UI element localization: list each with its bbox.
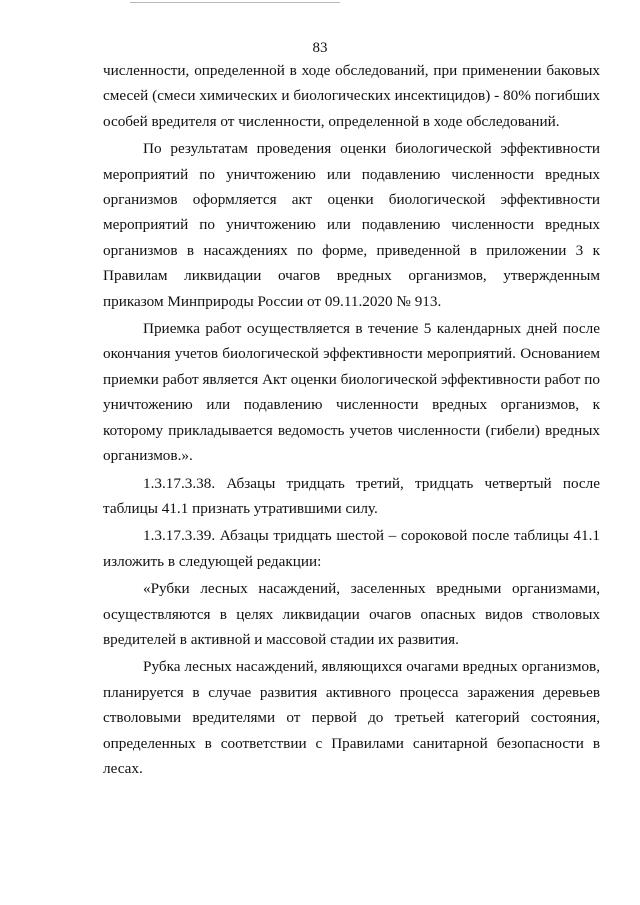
- paragraph-clause-38: 1.3.17.3.38. Абзацы тридцать третий, тридцать четвертый после таблицы 41.1 признать утратившими силу.: [103, 474, 600, 517]
- paragraph-clause-39: 1.3.17.3.39. Абзацы тридцать шестой – сороковой после таблицы 41.1 изложить в следующей редакции:: [103, 527, 600, 570]
- paragraph-continuation: численности, определенной в ходе обследований, при применении баковых смесей (смеси химических и биологических инсектицидов) - 80% погибших особей вредителя от численности, определенной в ходе обследований.: [103, 62, 600, 130]
- top-scan-rule: [130, 2, 340, 3]
- paragraph-evaluation-act: По результатам проведения оценки биологической эффективности мероприятий по уничтожению или подавлению численности вредных организмов оформляется акт оценки биологической эффективности мероприятий по уничтожению или подавлению численности вредных организмов в насаждениях по форме, приведенной в приложении 3 к Правилам ликвидации очагов вредных организмов, утвержденным приказом Минприроды России от 09.11.2020 № 913.: [103, 140, 600, 310]
- paragraph-felling-purpose: «Рубки лесных насаждений, заселенных вредными организмами, осуществляются в целях ликвидации очагов опасных видов стволовых вредителей в активной и массовой стадии их развития.: [103, 580, 600, 648]
- page-number: 83: [312, 40, 328, 56]
- paragraph-work-acceptance: Приемка работ осуществляется в течение 5 календарных дней после окончания учетов биологической эффективности мероприятий. Основанием приемки работ является Акт оценки биологической эффективности работ по уничтожению или подавлению численности вредных организмов, к которому прикладывается ведомость учетов численности (гибели) вредных организмов.».: [103, 320, 600, 465]
- document-body: [103, 58, 600, 781]
- paragraph-felling-planning: Рубка лесных насаждений, являющихся очагами вредных организмов, планируется в случае развития активного процесса заражения деревьев стволовыми вредителями от первой до третьей категорий состояния, определенных в соответствии с Правилами санитарной безопасности в лесах.: [103, 658, 600, 777]
